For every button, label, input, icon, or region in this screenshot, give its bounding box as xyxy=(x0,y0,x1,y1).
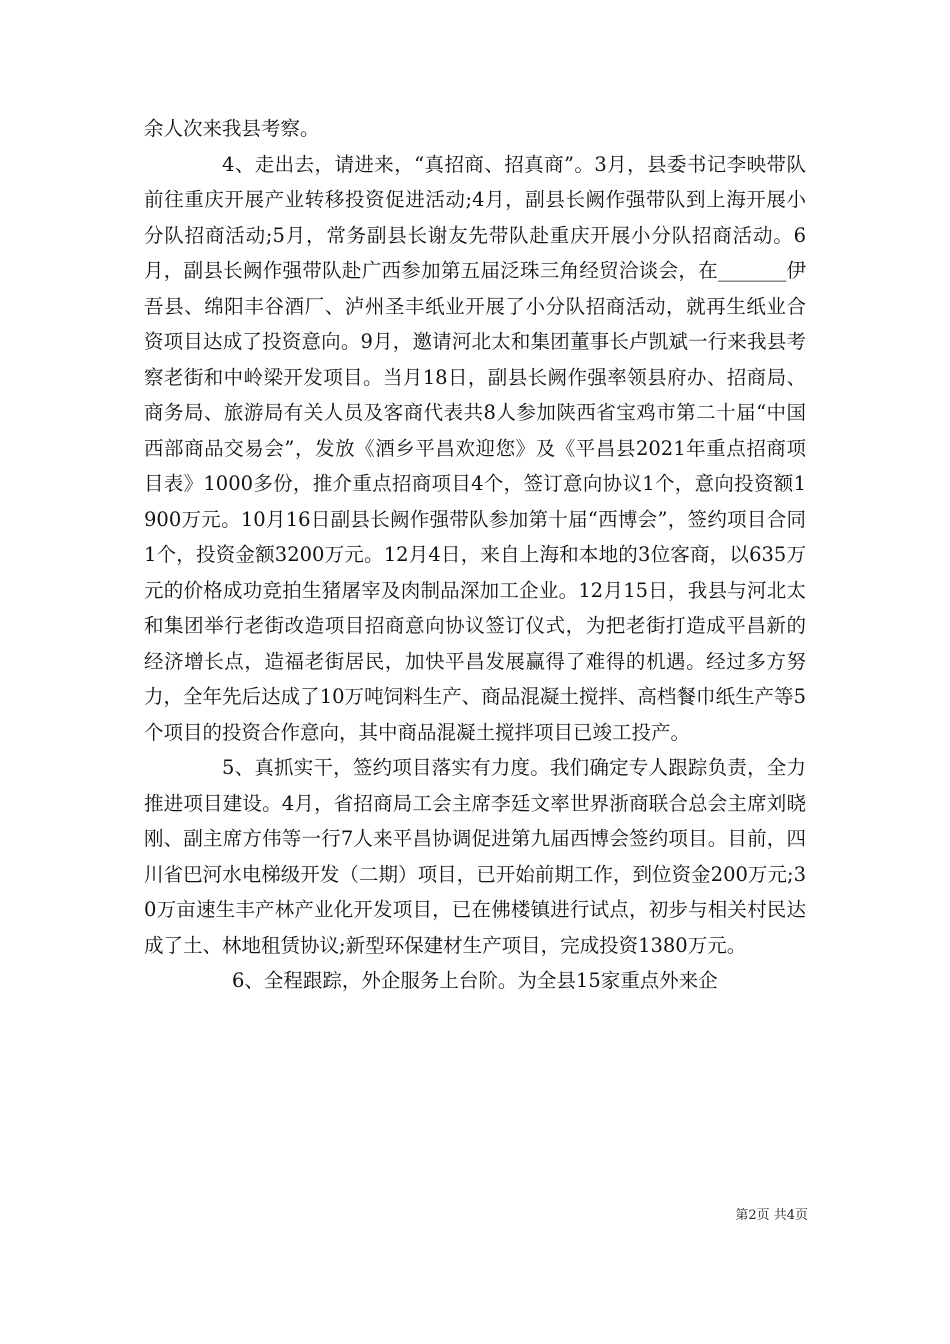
paragraph-item-5: 5、真抓实干，签约项目落实有力度。我们确定专人跟踪负责，全力推进项目建设。4月，省招商局工会主席李廷文率世界浙商联合总会主席刘晓刚、副主席方伟等一行7人来平昌协调促进第九届西博会签约项目。目前，四川省巴河水电梯级开发（二期）项目，已开始前期工作，到位资金200万元;30万亩速生丰产林产业化开发项目，已在佛楼镇进行试点，初步与相关村民达成了土、林地租赁协议;新型环保建材生产项目，完成投资1380万元。 xyxy=(144,756,806,957)
document-body xyxy=(144,111,806,999)
paragraph-continuation: 余人次来我县考察。 xyxy=(144,117,320,140)
paragraph-item-6: 6、全程跟踪，外企服务上台阶。为全县15家重点外来企 xyxy=(232,969,718,992)
page-number: 第2页 共4页 xyxy=(735,1208,808,1223)
paragraph-item-4: 4、走出去，请进来，“真招商、招真商”。3月，县委书记李映带队前往重庆开展产业转移投资促进活动;4月，副县长阙作强带队到上海开展小分队招商活动;5月，常务副县长谢友先带队赴重庆开展小分队招商活动。6月，副县长阙作强带队赴广西参加第五届泛珠三角经贸洽谈会，在_______伊吾县、绵阳丰谷酒厂、泸州圣丰纸业开展了小分队招商活动，就再生纸业合资项目达成了投资意向。9月，邀请河北太和集团董事长卢凯斌一行来我县考察老街和中岭梁开发项目。当月18日，副县长阙作强率领县府办、招商局、商务局、旅游局有关人员及客商代表共8人参加陕西省宝鸡市第二十届“中国西部商品交易会”，发放《酒乡平昌欢迎您》及《平昌县2021年重点招商项目表》1000多份，推介重点招商项目4个，签订意向协议1个，意向投资额1900万元。10月16日副县长阙作强带队参加第十届“西博会”，签约项目合同1个，投资金额3200万元。12月4日，来自上海和本地的3位客商，以635万元的价格成功竞拍生猪屠宰及肉制品深加工企业。12月15日，我县与河北太和集团举行老街改造项目招商意向协议签订仪式，为把老街打造成平昌新的经济增长点，造福老街居民，加快平昌发展赢得了难得的机遇。经过多方努力，全年先后达成了10万吨饲料生产、商品混凝土搅拌、高档餐巾纸生产等5个项目的投资合作意向，其中商品混凝土搅拌项目已竣工投产。 xyxy=(144,152,806,744)
